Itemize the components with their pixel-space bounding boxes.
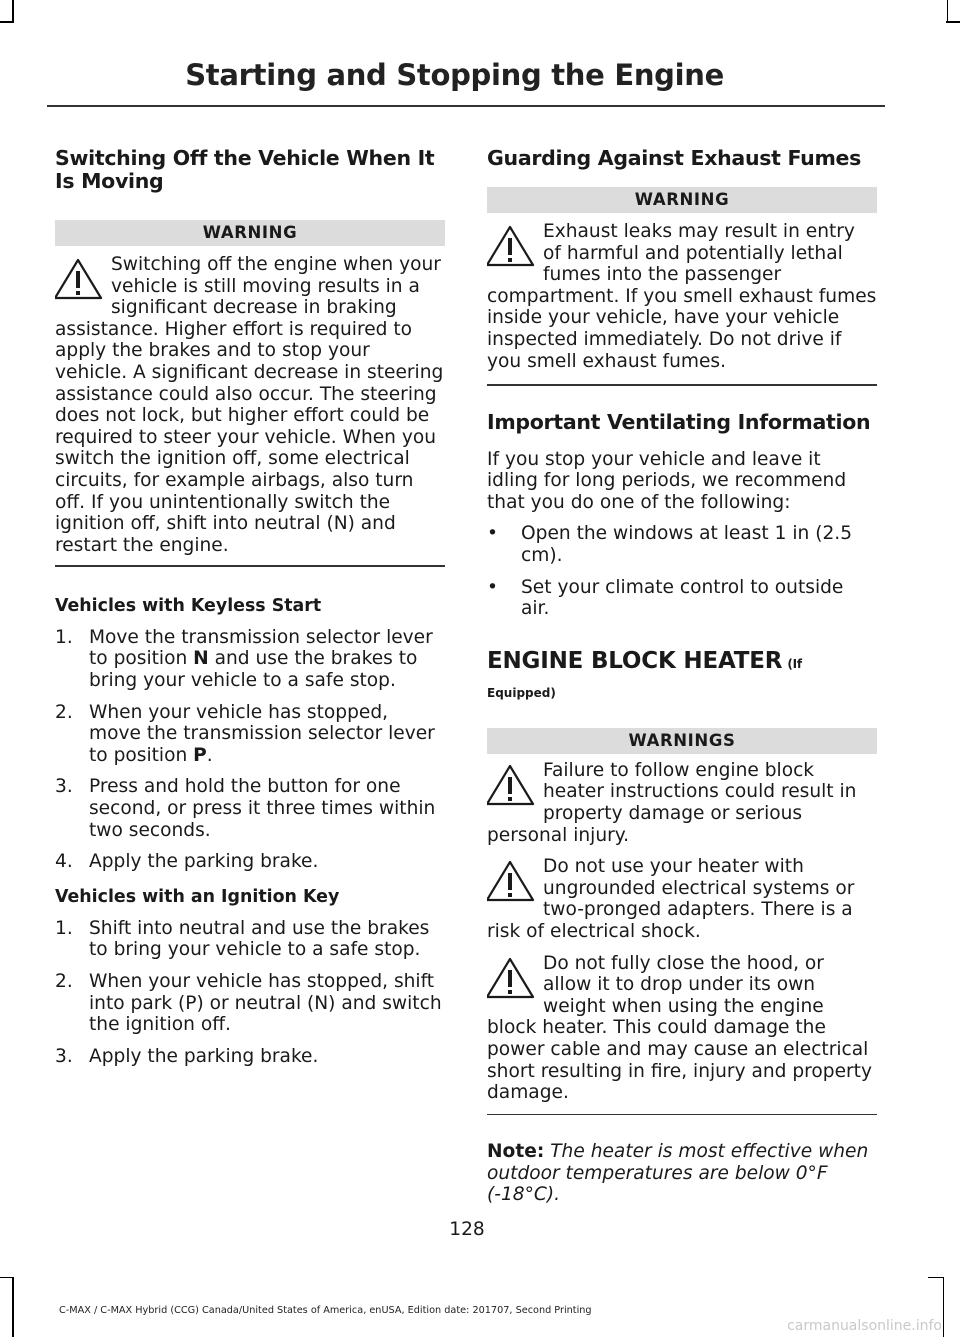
section-rule — [55, 565, 445, 567]
warning-text: Failure to follow engine block heater instructions could result in property damage or serious personal injury. — [487, 759, 857, 846]
list-item: • Open the windows at least 1 in (2.5 cm). — [487, 523, 853, 567]
warning-text: Do not fully close the hood, or allow it to drop under its own weight when using the engine block heater. This could damage the power cable and may cause an electrical short resulting in fire, injury and property damage. — [487, 952, 872, 1104]
warning-bar: WARNING — [487, 187, 877, 213]
section-rule — [487, 384, 877, 386]
note — [487, 1141, 877, 1206]
page-header-title: Starting and Stopping the Engine — [185, 58, 724, 92]
list-item: 3. Apply the parking brake. — [55, 1045, 319, 1067]
ignition-heading: Vehicles with an Ignition Key — [55, 886, 340, 907]
ignition-steps — [55, 918, 445, 1068]
note-label: Note: — [487, 1141, 545, 1163]
list-item: 4. Apply the parking brake. — [55, 851, 319, 873]
crop-mark — [946, 21, 960, 23]
warning-triangle-icon — [487, 223, 537, 269]
ventilating-intro: If you stop your vehicle and leave it idling for long periods, we recommend that you do one of the following: — [487, 448, 847, 513]
section-rule — [487, 1114, 877, 1116]
crop-mark — [928, 1277, 944, 1279]
warning-triangle-icon — [487, 955, 537, 1001]
warning-text: Switching off the engine when your vehicle is still moving results in a significant decrease in braking assistance. Higher effort is required to apply the brakes and to stop your vehicle. A significant decrease in steering assistance could also occur. The steering does not lock, but higher effort could be required to steer your vehicle. When you switch the ignition off, some electrical circuits, for example airbags, also turn off. If you unintentionally switch the ignition off, shift into neutral (N) and restart the engine. — [55, 254, 444, 556]
crop-mark — [947, 0, 949, 22]
list-item: 3. Press and hold the button for one second, or press it three times within two seconds. — [55, 776, 436, 841]
list-item: 1. Shift into neutral and use the brakes to bring your vehicle to a safe stop. — [55, 917, 430, 961]
warning-text: Do not use your heater with ungrounded electrical systems or two-pronged adapters. There is a risk of electrical shock. — [487, 856, 855, 942]
warning-block — [487, 856, 877, 942]
section-title-switching-off: Switching Off the Vehicle When It Is Moving — [55, 146, 435, 193]
heater-suffix: (If — [787, 656, 802, 671]
header-rule — [47, 105, 885, 107]
warning-triangle-icon — [55, 256, 105, 302]
section-title-heater — [487, 648, 877, 674]
warning-block — [487, 953, 877, 1104]
crop-mark — [0, 1277, 14, 1279]
warning-text: Exhaust leaks may result in entry of harmful and potentially lethal fumes into the passenger compartment. If you smell exhaust fumes inside your vehicle, have your vehicle inspected immediately. Do not drive if you smell exhaust fumes. — [487, 221, 877, 372]
note-text: The heater is most effective when outdoor temperatures are below 0°F (-18°C). — [487, 1141, 869, 1206]
warnings-bar: WARNINGS — [487, 728, 877, 754]
crop-mark — [943, 1277, 945, 1337]
keyless-heading: Vehicles with Keyless Start — [55, 595, 322, 616]
warning-triangle-icon — [487, 762, 537, 808]
section-title-ventilating: Important Ventilating Information — [487, 409, 871, 434]
warning-block — [487, 760, 877, 846]
crop-mark — [12, 0, 14, 22]
crop-mark — [0, 21, 14, 23]
list-item: • Set your climate control to outside air. — [487, 576, 844, 620]
crop-mark — [12, 1277, 14, 1337]
warning-triangle-icon — [487, 858, 537, 904]
list-item: 1. Move the transmission selector lever to position N and use the brakes to bring your vehicle to a safe stop. — [55, 626, 433, 691]
section-title-exhaust: Guarding Against Exhaust Fumes — [487, 146, 862, 170]
footer-edition-text: C-MAX / C-MAX Hybrid (CCG) Canada/United States of America, enUSA, Edition date: 201707, Second Printing — [59, 1305, 592, 1316]
heater-title: ENGINE BLOCK HEATER — [487, 647, 783, 674]
left-column — [55, 145, 445, 1067]
list-item: 2. When your vehicle has stopped, shift into park (P) or neutral (N) and switch the ignition off. — [55, 970, 442, 1036]
list-item: 2. When your vehicle has stopped, move the transmission selector lever to position P. — [55, 701, 435, 766]
keyless-steps — [55, 627, 445, 873]
warning-block — [55, 254, 445, 556]
page-number: 128 — [449, 1219, 485, 1240]
right-column — [487, 145, 877, 1206]
warning-block — [487, 221, 877, 372]
ventilating-list — [487, 523, 877, 619]
warning-bar: WARNING — [55, 220, 445, 246]
heater-suffix-equipped: Equipped) — [487, 685, 556, 700]
watermark: carmanualsonline.info — [787, 1318, 942, 1334]
